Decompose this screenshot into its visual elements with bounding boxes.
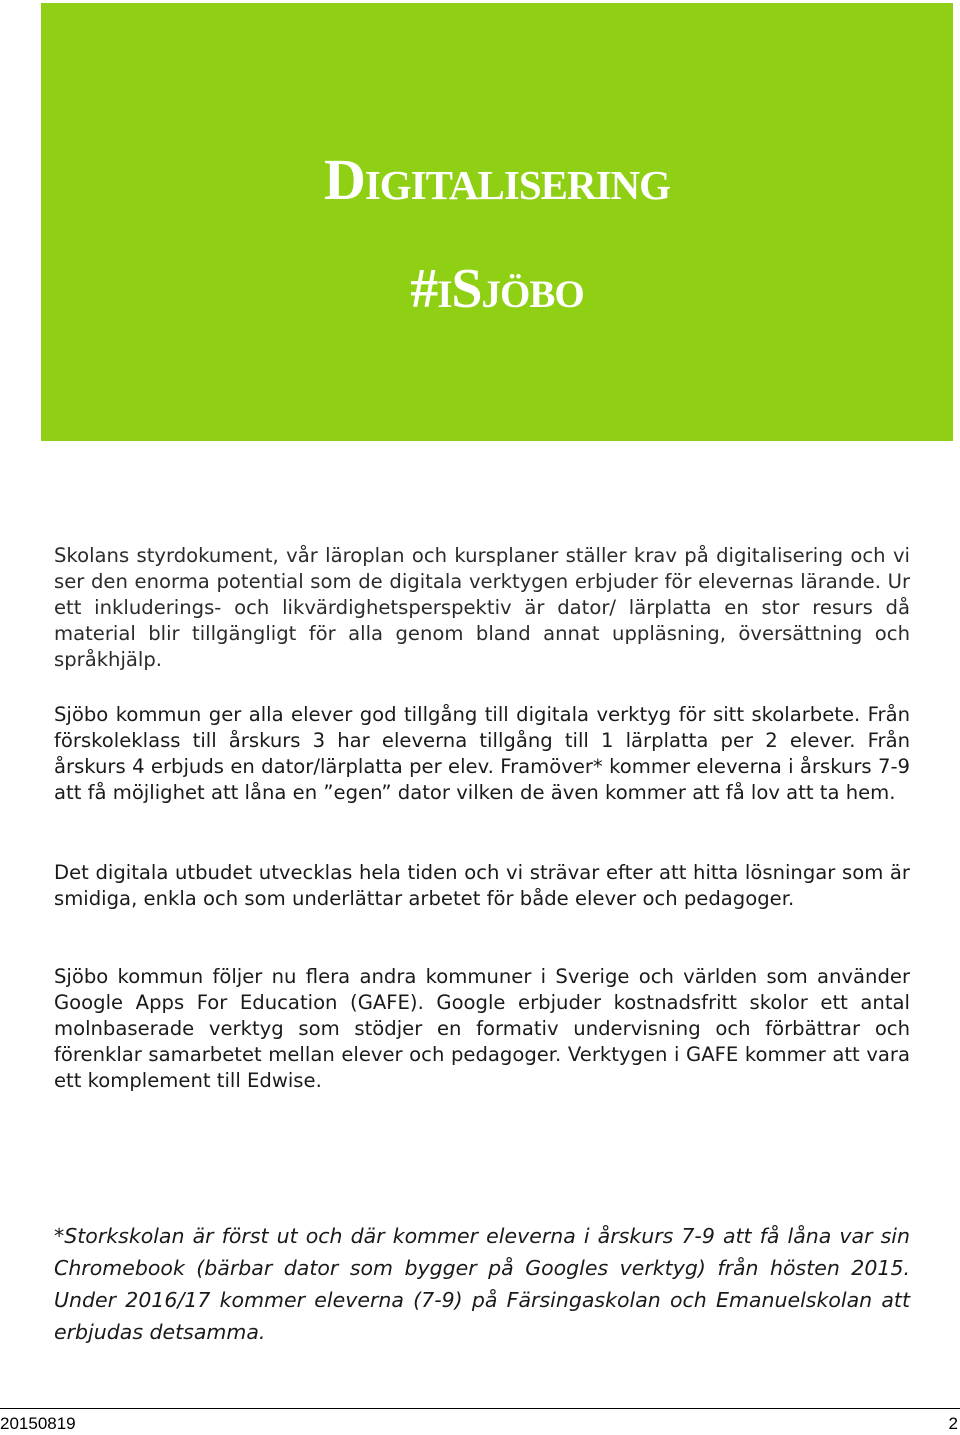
intro-paragraph: Skolans styrdokument, vår läroplan och kursplaner ställer krav på digitalisering och vi ser den enorma potential som de digitala verktygen erbjuder för elevernas lärande. Ur ett inkluderings- och likvärdighetsperspektiv är dator/ lärplatta en stor resurs då material blir tillgängligt för alla genom bland annat uppläsning, översättning och språkhjälp.	[54, 544, 910, 671]
footnote: *Storkskolan är först ut och där kommer eleverna i årskurs 7-9 att få låna var sin Chromebook (bärbar dator som bygger på Googles verktyg) från hösten 2015. Under 2016/17 kommer eleverna (7-9) på Färsingaskolan och Emanuelskolan att erbjudas detsamma.	[54, 1224, 910, 1344]
footer-divider	[0, 1408, 960, 1409]
title-banner	[41, 3, 953, 441]
access-paragraph: Sjöbo kommun ger alla elever god tillgång till digitala verktyg för sitt skolarbete. Från förskoleklass till årskurs 3 har eleverna tillgång till 1 lärplatta per 2 elever. Från årskurs 4 erbjuds en dator/lärplatta per elev. Framöver* kommer eleverna i årskurs 7-9 att få möjlighet att låna en ”egen” dator vilken de även kommer att få lov att ta hem.	[54, 703, 910, 804]
page-number: 2	[948, 1414, 958, 1433]
development-paragraph: Det digitala utbudet utvecklas hela tiden och vi strävar efter att hitta lösningar som är smidiga, enkla och som underlättar arbetet för både elever och pedagoger.	[54, 861, 910, 910]
page-title: Digitalisering	[323, 147, 671, 212]
footer-date: 20150819	[0, 1414, 76, 1433]
gafe-paragraph: Sjöbo kommun följer nu flera andra kommuner i Sverige och världen som använder Google Apps For Education (GAFE). Google erbjuder kostnadsfritt skolor ett antal molnbaserade verktyg som stödjer en formativ undervisning och förbättrar och förenklar samarbetet mellan elever och pedagoger. Verktygen i GAFE kommer att vara ett komplement till Edwise.	[54, 965, 910, 1092]
page-subtitle-hashtag: #iSjöbo	[410, 258, 584, 320]
